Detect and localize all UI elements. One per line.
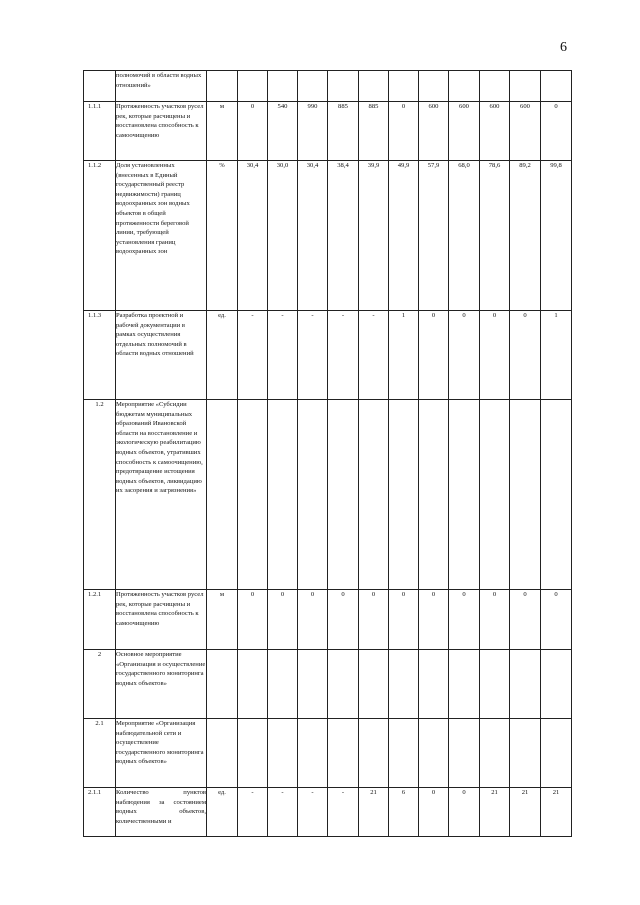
value-cell: 0	[541, 102, 572, 161]
value-cell	[480, 71, 510, 102]
value-cell: -	[268, 311, 298, 400]
page-number: 6	[560, 40, 567, 55]
value-cell	[510, 650, 541, 719]
value-cell: 30,0	[268, 161, 298, 311]
value-cell: 600	[510, 102, 541, 161]
row-number: 1.1.3	[84, 311, 116, 400]
value-cell: -	[238, 311, 268, 400]
value-cell	[389, 719, 419, 788]
table-row	[84, 719, 572, 788]
value-cell	[298, 71, 328, 102]
value-cell	[510, 719, 541, 788]
value-cell: 600	[449, 102, 480, 161]
value-cell	[449, 400, 480, 590]
value-cell: 0	[328, 590, 359, 650]
value-cell: 38,4	[328, 161, 359, 311]
table-row	[84, 102, 572, 161]
value-cell	[328, 650, 359, 719]
row-number	[84, 71, 116, 102]
value-cell: 600	[419, 102, 449, 161]
indicator-name: Основное мероприятие «Организация и осуществление государственного мониторинга водных объектов»	[116, 650, 207, 719]
value-cell: 21	[541, 788, 572, 837]
value-cell: 0	[298, 590, 328, 650]
value-cell	[419, 719, 449, 788]
value-cell: 0	[419, 788, 449, 837]
value-cell: 0	[359, 590, 389, 650]
value-cell: 0	[449, 590, 480, 650]
value-cell: 990	[298, 102, 328, 161]
value-cell	[449, 650, 480, 719]
value-cell	[541, 650, 572, 719]
value-cell: -	[328, 788, 359, 837]
value-cell: 0	[268, 590, 298, 650]
value-cell	[238, 650, 268, 719]
value-cell	[449, 71, 480, 102]
table-row	[84, 161, 572, 311]
value-cell: 600	[480, 102, 510, 161]
value-cell: -	[359, 311, 389, 400]
value-cell	[480, 400, 510, 590]
value-cell	[419, 650, 449, 719]
value-cell: -	[298, 311, 328, 400]
value-cell: 89,2	[510, 161, 541, 311]
value-cell: 30,4	[238, 161, 268, 311]
value-cell: 0	[419, 590, 449, 650]
value-cell: 885	[359, 102, 389, 161]
value-cell: 68,0	[449, 161, 480, 311]
value-cell	[449, 719, 480, 788]
value-cell	[268, 400, 298, 590]
row-number: 1.2	[84, 400, 116, 590]
indicator-name: Разработка проектной и рабочей документации в рамках осуществления отдельных полномочий в области водных отношений	[116, 311, 207, 400]
value-cell: 0	[449, 311, 480, 400]
value-cell	[359, 650, 389, 719]
value-cell: 21	[359, 788, 389, 837]
indicator-name: Мероприятие «Организация наблюдательной сети и осуществление государственного мониторинга водных объектов»	[116, 719, 207, 788]
value-cell: 0	[541, 590, 572, 650]
value-cell: 540	[268, 102, 298, 161]
value-cell	[268, 71, 298, 102]
value-cell	[268, 719, 298, 788]
row-number: 1.1.1	[84, 102, 116, 161]
value-cell: 1	[389, 311, 419, 400]
value-cell	[359, 71, 389, 102]
row-number: 1.2.1	[84, 590, 116, 650]
value-cell	[359, 400, 389, 590]
indicator-name: Количество пунктов наблюдения за состоянием водных объектов, количественными и	[116, 788, 207, 837]
value-cell: 99,8	[541, 161, 572, 311]
value-cell	[268, 650, 298, 719]
value-cell: 0	[238, 102, 268, 161]
indicators-table	[83, 70, 572, 837]
value-cell	[328, 719, 359, 788]
value-cell: 0	[480, 311, 510, 400]
unit-cell	[207, 400, 238, 590]
table-row	[84, 71, 572, 102]
table-row	[84, 400, 572, 590]
table-row	[84, 311, 572, 400]
unit-cell	[207, 71, 238, 102]
value-cell	[359, 719, 389, 788]
value-cell: 0	[389, 590, 419, 650]
indicator-name: Протяженность участков русел рек, которые расчищены и восстановлена способность к самоочищению	[116, 102, 207, 161]
unit-cell	[207, 650, 238, 719]
table-row	[84, 650, 572, 719]
row-number: 2.1	[84, 719, 116, 788]
value-cell	[510, 400, 541, 590]
unit-cell: м	[207, 590, 238, 650]
value-cell	[238, 400, 268, 590]
row-number: 1.1.2	[84, 161, 116, 311]
value-cell	[419, 71, 449, 102]
unit-cell: ед.	[207, 788, 238, 837]
value-cell: 21	[510, 788, 541, 837]
value-cell	[389, 71, 419, 102]
value-cell	[541, 400, 572, 590]
indicator-name: Мероприятие «Субсидии бюджетам муниципальных образований Ивановской области на восстановление и экологическую реабилитацию водных объектов, утративших способность к самоочищению, предотвращение истощения водных объектов, ликвидацию их засорения и загрязнения»	[116, 400, 207, 590]
unit-cell: ед.	[207, 311, 238, 400]
value-cell: 0	[480, 590, 510, 650]
unit-cell: %	[207, 161, 238, 311]
table-row	[84, 590, 572, 650]
value-cell: 49,9	[389, 161, 419, 311]
value-cell: -	[238, 788, 268, 837]
value-cell: 0	[419, 311, 449, 400]
value-cell	[389, 650, 419, 719]
row-number: 2	[84, 650, 116, 719]
value-cell: 0	[510, 311, 541, 400]
indicator-name: полномочий в области водных отношений»	[116, 71, 207, 102]
value-cell: 885	[328, 102, 359, 161]
value-cell: 6	[389, 788, 419, 837]
value-cell: 39,9	[359, 161, 389, 311]
value-cell: 1	[541, 311, 572, 400]
value-cell: 0	[449, 788, 480, 837]
value-cell	[298, 650, 328, 719]
unit-cell: м	[207, 102, 238, 161]
value-cell	[238, 719, 268, 788]
value-cell	[419, 400, 449, 590]
value-cell	[541, 71, 572, 102]
indicator-name: Протяженность участков русел рек, которые расчищены и восстановлена способность к самоочищению	[116, 590, 207, 650]
value-cell: 0	[238, 590, 268, 650]
value-cell	[510, 71, 541, 102]
value-cell: 0	[389, 102, 419, 161]
value-cell	[238, 71, 268, 102]
value-cell	[480, 719, 510, 788]
value-cell: 78,6	[480, 161, 510, 311]
value-cell	[389, 400, 419, 590]
value-cell: -	[268, 788, 298, 837]
value-cell	[298, 400, 328, 590]
indicator-name: Доля установленных (внесенных в Единый государственный реестр недвижимости) границ водоохранных зон водных объектов в общей протяженности береговой линии, требующей установления границ водоохранных зон	[116, 161, 207, 311]
value-cell: 30,4	[298, 161, 328, 311]
value-cell: 0	[510, 590, 541, 650]
value-cell	[328, 400, 359, 590]
value-cell: 57,9	[419, 161, 449, 311]
table-row	[84, 788, 572, 837]
unit-cell	[207, 719, 238, 788]
value-cell: -	[328, 311, 359, 400]
value-cell	[298, 719, 328, 788]
value-cell	[480, 650, 510, 719]
value-cell: -	[298, 788, 328, 837]
value-cell	[541, 719, 572, 788]
value-cell	[328, 71, 359, 102]
row-number: 2.1.1	[84, 788, 116, 837]
value-cell: 21	[480, 788, 510, 837]
